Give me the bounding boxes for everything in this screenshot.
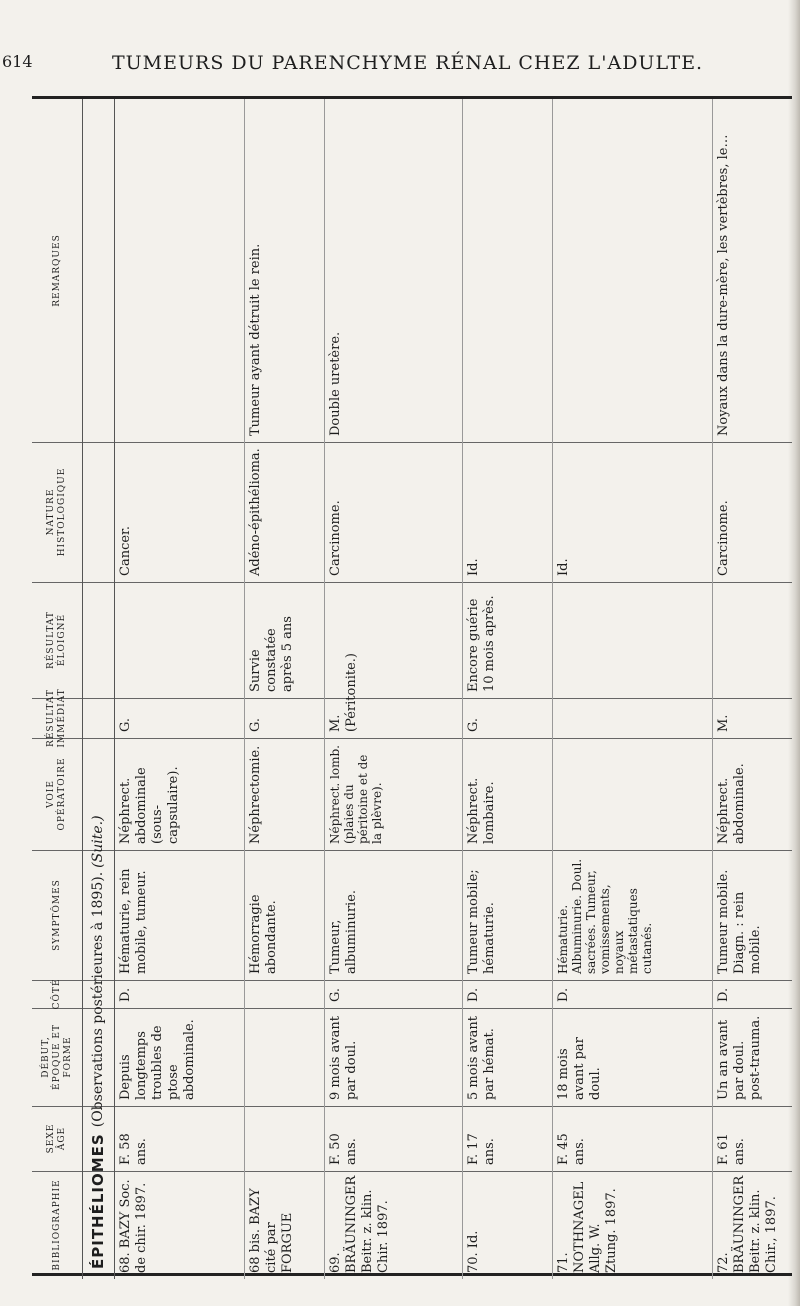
cell-voie-text: Néphrect. abdominale (sous-capsulaire). [118,766,181,844]
cell-nature-text: Carcinome. [328,500,343,576]
table-cell-nature [712,442,792,582]
table-cell-symptomes [324,850,462,980]
table-cell-sexe [324,1106,462,1171]
table-cell-remarques [244,99,324,442]
header-nature-text: NATURE HISTOLOGIQUE [46,467,67,557]
table-cell-symptomes [114,850,244,980]
table-title [82,99,114,1279]
header-cote-text: CÔTÉ [51,978,62,1010]
table-cell-cote [552,980,712,1008]
table-cell-symptomes [712,850,792,980]
table-cell-biblio [244,1171,324,1279]
table-cell-debut [712,1008,792,1106]
header-biblio [32,1171,82,1279]
page-number: 614 [2,52,33,71]
header-debut-text: DÉBUT, ÉPOQUE ET FORME [40,1024,73,1090]
table-cell-voie [712,738,792,850]
cell-remarques-text: Noyaux dans la dure-mère, les vertèbres, le… [716,134,731,436]
table-cell-sexe [114,1106,244,1171]
header-voie-text: VOIE OPÉRATOIRE [46,757,67,831]
table-cell-nature [114,442,244,582]
cell-cote-text: D. [556,987,571,1002]
cell-biblio-text: 71. NOTHNAGEL Allg. W. Ztung. 1897. [556,1181,619,1273]
table-cell-nature [552,442,712,582]
cell-sexe-text: F. 50 ans. [328,1133,359,1165]
cell-biblio-text: 69. BRÄUNINGER Beitr. z. klin. Chir. 1897. [328,1175,391,1273]
header-imm [32,688,82,748]
table-title-suffix: (Suite.) [90,815,106,868]
table-title-main: ÉPITHÉLIOMES [89,1133,107,1269]
cell-nature-text: Carcinome. [716,500,731,576]
cell-cote-text: D. [716,987,731,1002]
running-head: TUMEURS DU PARENCHYME RÉNAL CHEZ L'ADULTE. [112,52,704,74]
cell-voie-text: Néphrect. lomb. (plaies du péritoine et de la plèvre). [328,745,384,844]
page-header [0,52,800,92]
table-cell-biblio [712,1171,792,1279]
table-cell-imm [114,698,244,738]
table-cell-eloigne [462,582,552,698]
table-cell-symptomes [244,850,324,980]
cell-symptomes-text: Hémorragie abondante. [248,894,279,974]
table-cell-sexe [552,1106,712,1171]
table-cell-cote [712,980,792,1008]
table-cell-voie [462,738,552,850]
header-eloigne [32,582,82,698]
table-cell-nature [244,442,324,582]
cell-remarques-text: Tumeur ayant détruit le rein. [248,243,263,436]
cell-symptomes-text: Tumeur mobile. Diagn. : rein mobile. [716,869,763,974]
header-cote [32,980,82,1008]
table-cell-voie [244,738,324,850]
header-imm-text: RÉSULTAT IMMÉDIAT [46,688,67,748]
cell-symptomes-text: Tumeur, albuminurie. [328,889,359,974]
header-voie [32,738,82,850]
table-cell-imm [244,698,324,738]
cell-cote-text: D. [118,987,133,1002]
cell-debut-text: 9 mois avant par doul. [328,1016,359,1100]
table-grid [32,96,792,1276]
cell-cote-text: G. [328,987,343,1002]
header-debut [32,1008,82,1106]
table-cell-debut [324,1008,462,1106]
header-symptomes [32,850,82,980]
cell-biblio-text: 68. BAZY Soc. de chir. 1897. [118,1179,149,1273]
table-cell-debut [552,1008,712,1106]
cell-biblio-text: 68 bis. BAZY cité par FORGUE [248,1188,295,1273]
table-cell-sexe [712,1106,792,1171]
cell-sexe-text: F. 45 ans. [556,1133,587,1165]
table-cell-debut [114,1008,244,1106]
cell-sexe-text: F. 61 ans. [716,1133,747,1165]
cell-voie-text: Néphrect. lombaire. [466,777,497,844]
cell-debut-text: Depuis longtemps troubles de ptose abdominale. [118,1019,197,1100]
cell-nature-text: Id. [466,558,481,576]
cell-eloigne-text: Encore guérie 10 mois après. [466,595,497,692]
table-cell-remarques [712,99,792,442]
table-cell-biblio [462,1171,552,1279]
table-cell-nature [324,442,462,582]
table-cell-symptomes [552,850,712,980]
header-eloigne-text: RÉSULTAT ÉLOIGNÉ [46,611,67,669]
table-cell-remarques [324,99,462,442]
cell-biblio-text: 72. BRÄUNINGER Beitr. z. klin. Chir., 1897. [716,1175,779,1273]
cell-symptomes-text: Hématurie. Albuminurie. Doul. sacrées. Tumeur, vomissements, noyaux métastatiques cutanés. [556,858,654,974]
table-cell-sexe [462,1106,552,1171]
table-cell-cote [114,980,244,1008]
header-nature [32,442,82,582]
cell-imm-text: M. [716,714,731,732]
header-sexe [32,1106,82,1171]
table-cell-symptomes [462,850,552,980]
cell-symptomes-text: Hématurie, rein mobile, tumeur. [118,868,149,974]
cell-cote-text: D. [466,987,481,1002]
table-cell-cote [462,980,552,1008]
header-symptomes-text: SYMPTÔMES [51,879,62,951]
column-rule [32,582,792,583]
cell-biblio-text: 70. Id. [466,1230,481,1273]
table-cell-biblio [324,1171,462,1279]
table-cell-imm [712,698,792,738]
cell-sexe-text: F. 17 ans. [466,1133,497,1165]
cell-eloigne-text: Survie constatée après 5 ans [248,616,295,692]
table-cell-voie [114,738,244,850]
table-cell-debut [462,1008,552,1106]
table-cell-imm [462,698,552,738]
table-cell-voie [324,738,462,850]
table-title-sub: (Observations postérieures à 1895). [90,871,106,1128]
cell-nature-text: Cancer. [118,526,133,576]
table-cell-imm [324,652,462,738]
header-remarques [32,99,82,442]
cell-sexe-text: F. 58 ans. [118,1133,149,1165]
cell-voie-text: Néphrect. abdominale. [716,763,747,844]
cell-debut-text: 18 mois avant par doul. [556,1037,603,1100]
header-remarques-text: REMARQUES [51,234,62,307]
table-cell-biblio [114,1171,244,1279]
header-biblio-text: BIBLIOGRAPHIE [51,1179,62,1271]
cell-debut-text: Un an avant par doul. post-trauma. [716,1015,763,1100]
cell-imm-text: G. [248,717,263,732]
cell-symptomes-text: Tumeur mobile; hématurie. [466,869,497,974]
cell-imm-text: G. [466,717,481,732]
table-cell-cote [324,980,462,1008]
cell-debut-text: 5 mois avant par hémat. [466,1016,497,1100]
cell-voie-text: Néphrectomie. [248,745,263,844]
table-cell-biblio [552,1171,712,1279]
table-cell-eloigne [244,582,324,698]
cell-imm-text: M. (Péritonite.) [328,652,359,732]
table-cell-nature [462,442,552,582]
cell-imm-text: G. [118,717,133,732]
header-sexe-text: SEXE ÂGE [46,1123,67,1154]
cell-remarques-text: Double uretère. [328,331,343,436]
cell-nature-text: Adéno-épithélioma. [248,448,263,576]
cell-nature-text: Id. [556,558,571,576]
table-title-text [82,99,114,1279]
